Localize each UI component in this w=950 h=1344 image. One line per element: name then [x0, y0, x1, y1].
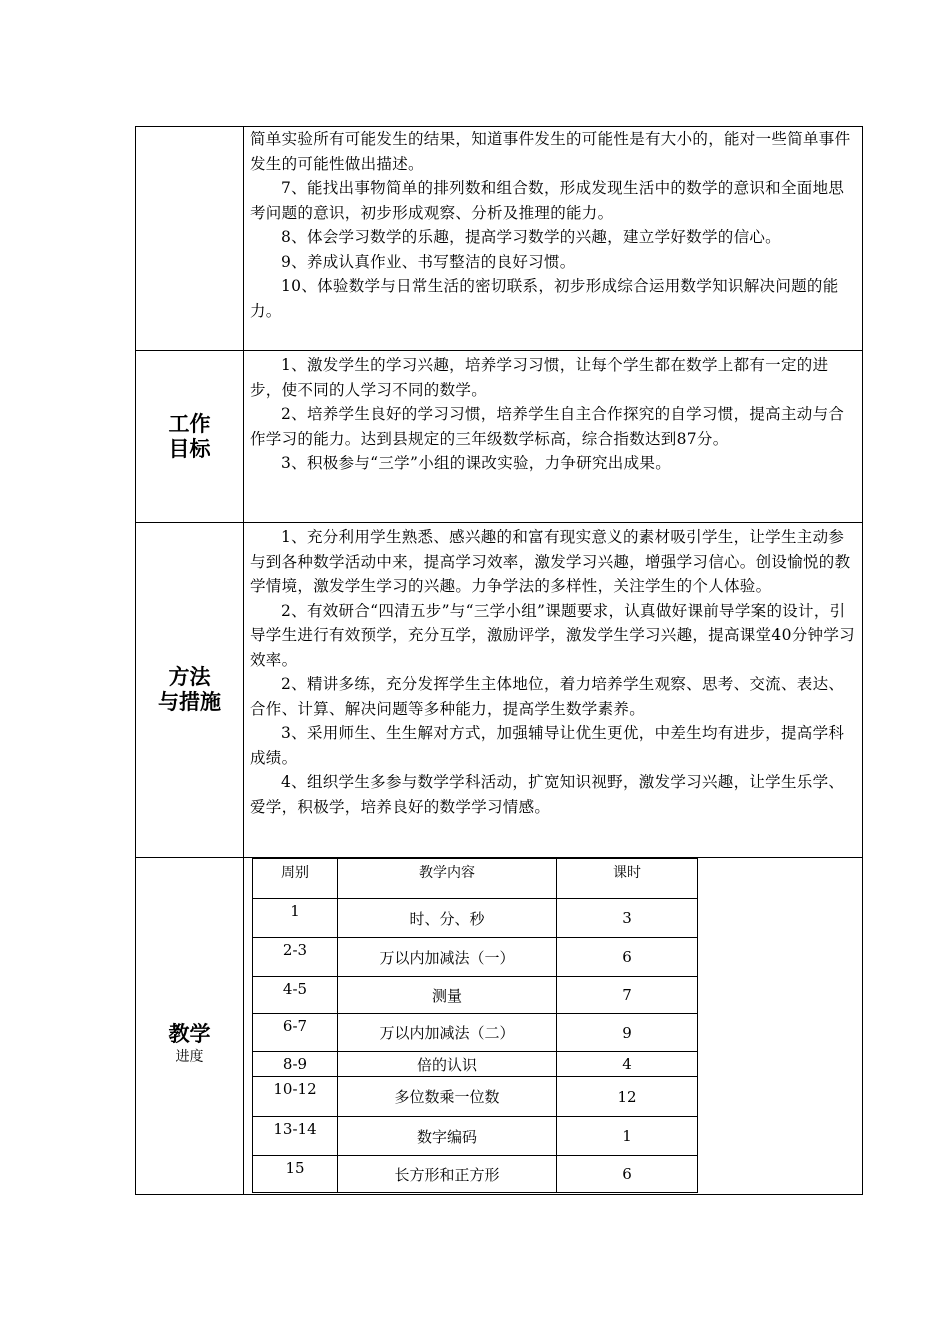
table-row: [253, 1077, 698, 1117]
paragraph: 2、精讲多练，充分发挥学生主体地位，着力培养学生观察、思考、交流、表达、合作、计算、解决问题等多种能力，提高学生数学素养。: [250, 675, 845, 718]
hours-cell: 3: [557, 899, 698, 938]
header-content: 教学内容: [338, 859, 557, 899]
schedule-label-cell: [136, 858, 244, 1195]
content-cell: 时、分、秒: [338, 899, 557, 938]
work-goals-text: [244, 351, 862, 476]
plan-table: [135, 126, 863, 1195]
methods-label-cell: [136, 523, 244, 858]
paragraph: 1、激发学生的学习兴趣，培养学习习惯，让每个学生都在数学上都有一定的进步，使不同的人学习不同的数学。: [250, 356, 829, 399]
schedule-header-row: [253, 859, 698, 899]
week-cell: 15: [253, 1156, 338, 1193]
week-cell: 1: [253, 899, 338, 938]
work-goals-label-cell: [136, 351, 244, 523]
week-cell: 4-5: [253, 977, 338, 1014]
content-cell: 多位数乘一位数: [338, 1077, 557, 1117]
hours-cell: 9: [557, 1014, 698, 1052]
content-cell: 数字编码: [338, 1117, 557, 1156]
paragraph: 3、采用师生、生生解对方式，加强辅导让优生更优，中差生均有进步，提高学科成绩。: [250, 724, 845, 767]
week-cell: 2-3: [253, 938, 338, 977]
table-row: [253, 1014, 698, 1052]
schedule-table: [252, 858, 698, 1193]
content-cell: 测量: [338, 977, 557, 1014]
empty-label-cell: [136, 127, 244, 351]
schedule-row: [136, 858, 863, 1195]
paragraph: 2、培养学生良好的学习习惯，培养学生自主合作探究的自学习惯，提高主动与合作学习的能力。达到县规定的三年级数学标高，综合指数达到87分。: [250, 405, 845, 448]
methods-row: [136, 523, 863, 858]
paragraph: 4、组织学生多参与数学学科活动，扩宽知识视野，激发学习兴趣，让学生乐学、爱学，积极学，培养良好的数学学习情感。: [250, 773, 845, 816]
table-row: [253, 1156, 698, 1193]
hours-cell: 1: [557, 1117, 698, 1156]
work-goals-label-2: 目标: [168, 436, 211, 461]
hours-cell: 7: [557, 977, 698, 1014]
methods-cell: [244, 523, 863, 858]
schedule-label-2: 进度: [175, 1048, 204, 1065]
work-goals-row: [136, 351, 863, 523]
schedule-label-1: 教学: [168, 1021, 211, 1046]
goals-continued-text: [244, 127, 862, 323]
header-hours: 课时: [557, 859, 698, 899]
work-goals-label-1: 工作: [168, 411, 211, 436]
methods-label-1: 方法: [168, 665, 211, 689]
week-cell: 10-12: [253, 1077, 338, 1117]
schedule-cell: [244, 858, 863, 1195]
table-row: [253, 1052, 698, 1077]
content-cell: 万以内加减法（一）: [338, 938, 557, 977]
paragraph: 2、有效研合“四清五步”与“三学小组”课题要求，认真做好课前导学案的设计，引导学生进行有效预学，充分互学，激励评学，激发学生学习兴趣，提高课堂40分钟学习效率。: [250, 601, 855, 669]
paragraph: 3、积极参与“三学”小组的课改实验，力争研究出成果。: [281, 454, 672, 472]
paragraph: 1、充分利用学生熟悉、感兴趣的和富有现实意义的素材吸引学生，让学生主动参与到各种数学活动中来，提高学习效率，激发学习兴趣，增强学习信心。创设愉悦的教学情境，激发学生学习的兴趣。力争学法的多样性，关注学生的个人体验。: [250, 528, 851, 595]
table-row: [253, 899, 698, 938]
hours-cell: 12: [557, 1077, 698, 1117]
methods-text: [244, 523, 862, 819]
goals-continued-row: [136, 127, 863, 351]
week-cell: 8-9: [253, 1052, 338, 1077]
paragraph: 9、养成认真作业、书写整洁的良好习惯。: [281, 252, 576, 271]
hours-cell: 6: [557, 1156, 698, 1193]
hours-cell: 6: [557, 938, 698, 977]
content-cell: 长方形和正方形: [338, 1156, 557, 1193]
work-goals-cell: [244, 351, 863, 523]
table-row: [253, 938, 698, 977]
hours-cell: 4: [557, 1052, 698, 1077]
goals-continued-cell: [244, 127, 863, 351]
content-cell: 倍的认识: [338, 1052, 557, 1077]
content-cell: 万以内加减法（二）: [338, 1014, 557, 1052]
week-cell: 13-14: [253, 1117, 338, 1156]
header-week: 周别: [253, 859, 338, 899]
paragraph: 7、能找出事物简单的排列数和组合数，形成发现生活中的数学的意识和全面地思考问题的意识，初步形成观察、分析及推理的能力。: [250, 179, 845, 222]
paragraph: 8、体会学习数学的乐趣，提高学习数学的兴趣，建立学好数学的信心。: [281, 228, 781, 246]
table-row: [253, 977, 698, 1014]
paragraph: 简单实验所有可能发生的结果，知道事件发生的可能性是有大小的，能对一些简单事件发生的可能性做出描述。: [250, 130, 851, 173]
methods-label-2: 与措施: [158, 690, 221, 714]
week-cell: 6-7: [253, 1014, 338, 1052]
paragraph: 10、体验数学与日常生活的密切联系，初步形成综合运用数学知识解决问题的能力。: [250, 277, 839, 320]
table-row: [253, 1117, 698, 1156]
